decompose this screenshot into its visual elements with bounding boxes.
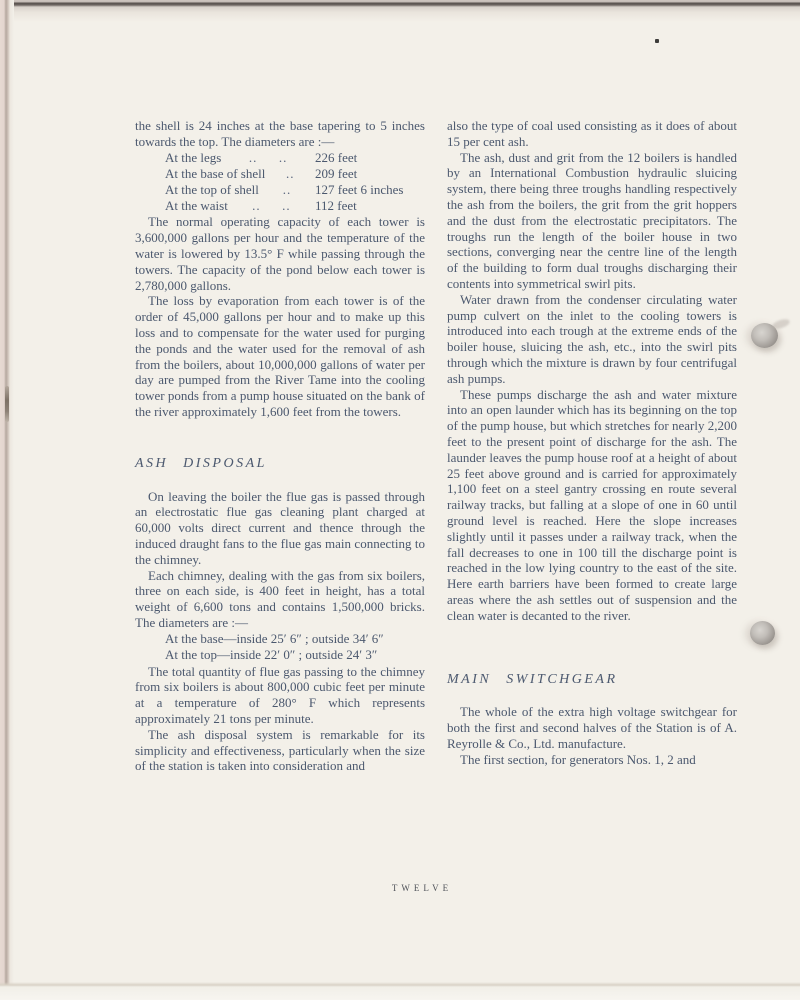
page-content bbox=[135, 118, 737, 774]
paragraph-first-section: The first section, for generators Nos. 1, 2 and bbox=[460, 751, 696, 767]
paragraph-flue-quantity: The total quantity of flue gas passing to the chimney from six boilers is about 800,000 cubic feet per minute at a temperature of 280° F which represents approximately 21 tons per minute. bbox=[135, 663, 425, 726]
diameter-label: At the legs bbox=[165, 149, 222, 165]
list-item bbox=[135, 166, 425, 182]
paragraph-tower-capacity: The normal operating capacity of each tower is 3,600,000 gallons per hour and the temperature of the water is lowered by 13.5° F while passing through the towers. The capacity of the pond below each tower is 2,780,000 gallons. bbox=[135, 214, 425, 293]
diameter-value: 127 feet 6 inches bbox=[315, 182, 404, 197]
section-heading-main-switchgear: MAIN SWITCHGEAR bbox=[447, 671, 618, 687]
page-number: TWELVE bbox=[391, 883, 453, 893]
dot-leader: .. .. bbox=[248, 149, 288, 165]
list-item bbox=[135, 182, 425, 198]
list-item: At the top—inside 22′ 0″ ; outside 24′ 3″ bbox=[165, 647, 378, 663]
two-column-text bbox=[135, 118, 737, 774]
diameter-label: At the top of shell bbox=[165, 182, 259, 197]
diameter-value: 209 feet bbox=[315, 165, 358, 181]
diameter-value: 226 feet bbox=[315, 149, 358, 165]
section-heading-ash-disposal: ASH DISPOSAL bbox=[135, 455, 267, 471]
diameter-label: At the base of shell bbox=[165, 165, 266, 181]
paragraph-water-drawn: Water drawn from the condenser circulating water pump culvert on the inlet to the cooling towers is introduced into each trough at the extreme ends of the boiler house, sluicing the ash, etc., into the swirl pits through which the mixture is drawn by four centrifugal ash pumps. bbox=[447, 291, 737, 386]
paragraph-launder: These pumps discharge the ash and water mixture into an open launder which has its beginning on the top of the pump house, but which stretches for nearly 2,200 feet to the present point of discharge for the ash. The launder leaves the pump house roof at a height of about 25 feet above ground and is carried for approximately 1,100 feet on a steel gantry crossing en route several railway tracks, but falling at a slope of one in 60 until ground level is reached. Here the slope increases slightly until it passes under a railway track, when the fall decreases to one in 100 till the discharge point is reached in the low lying country to the east of the site. Here earth barriers have been formed to create large areas where the ash settles out of suspension and the clean water is decanted to the river. bbox=[447, 386, 737, 623]
paragraph-evaporation: The loss by evaporation from each tower is of the order of 45,000 gallons per hour and to make up this loss and to compensate for the water used for purging the ponds and the water used for the removal of ash from the boilers, about 10,000,000 gallons of water per day are pumped from the River Tame into the cooling tower ponds from a pump house situated on the bank of the river approximately 1,600 feet from the towers. bbox=[135, 293, 425, 419]
page-left-edge bbox=[0, 0, 14, 1000]
page-bottom-edge bbox=[0, 982, 800, 1000]
left-column bbox=[135, 118, 425, 774]
list-item: At the base—inside 25′ 6″ ; outside 34′ 6″ bbox=[165, 630, 384, 646]
paragraph-sluicing-system: The ash, dust and grit from the 12 boilers is handled by an International Combustion hydraulic sluicing system, there being three troughs handling respectively the ash from the boilers, the grit from the grit hoppers and the dust from the electrostatic precipitators. The troughs run the length of the boiler house in two sections, converging near the centre line of the length of the building to form dual troughs discharging their contents into symmetrical swirl pits. bbox=[447, 149, 737, 291]
dot-leader: .. bbox=[285, 165, 295, 181]
paragraph-flue-gas: On leaving the boiler the flue gas is passed through an electrostatic flue gas cleaning plant charged at 60,000 volts direct current and thence through the induced draught fans to the flue gas main connecting to the chimney. bbox=[135, 488, 425, 567]
ink-speck bbox=[655, 39, 659, 43]
right-column bbox=[447, 118, 737, 774]
paragraph-ash-system: The ash disposal system is remarkable for its simplicity and effectiveness, particularly when the size of the station is taken into consideration and bbox=[135, 726, 425, 774]
paragraph-coal-ash: also the type of coal used consisting as it does of about 15 per cent ash. bbox=[447, 118, 737, 149]
diameter-label: At the waist bbox=[165, 198, 228, 214]
page-top-edge bbox=[0, 0, 800, 22]
dot-leader: .. .. bbox=[252, 198, 291, 214]
dot-leader: .. bbox=[282, 182, 292, 197]
binding-grommet-streak bbox=[771, 317, 791, 330]
tower-diameter-list bbox=[135, 150, 425, 215]
paragraph-shell-taper: the shell is 24 inches at the base tapering to 5 inches towards the top. The diameters are :— bbox=[135, 118, 425, 149]
diameter-value: 112 feet bbox=[315, 198, 357, 214]
list-item bbox=[135, 150, 425, 166]
list-item bbox=[135, 198, 425, 214]
paragraph-chimney: Each chimney, dealing with the gas from six boilers, three on each side, is 400 feet in height, has a total weight of 6,600 tons and contains 1,500,000 bricks. The diameters are :— bbox=[135, 567, 425, 630]
left-edge-smudge bbox=[5, 386, 9, 422]
paragraph-switchgear: The whole of the extra high voltage switchgear for both the first and second halves of the Station is of A. Reyrolle & Co., Ltd. manufacture. bbox=[447, 704, 737, 751]
binding-grommet-bottom bbox=[750, 621, 775, 645]
